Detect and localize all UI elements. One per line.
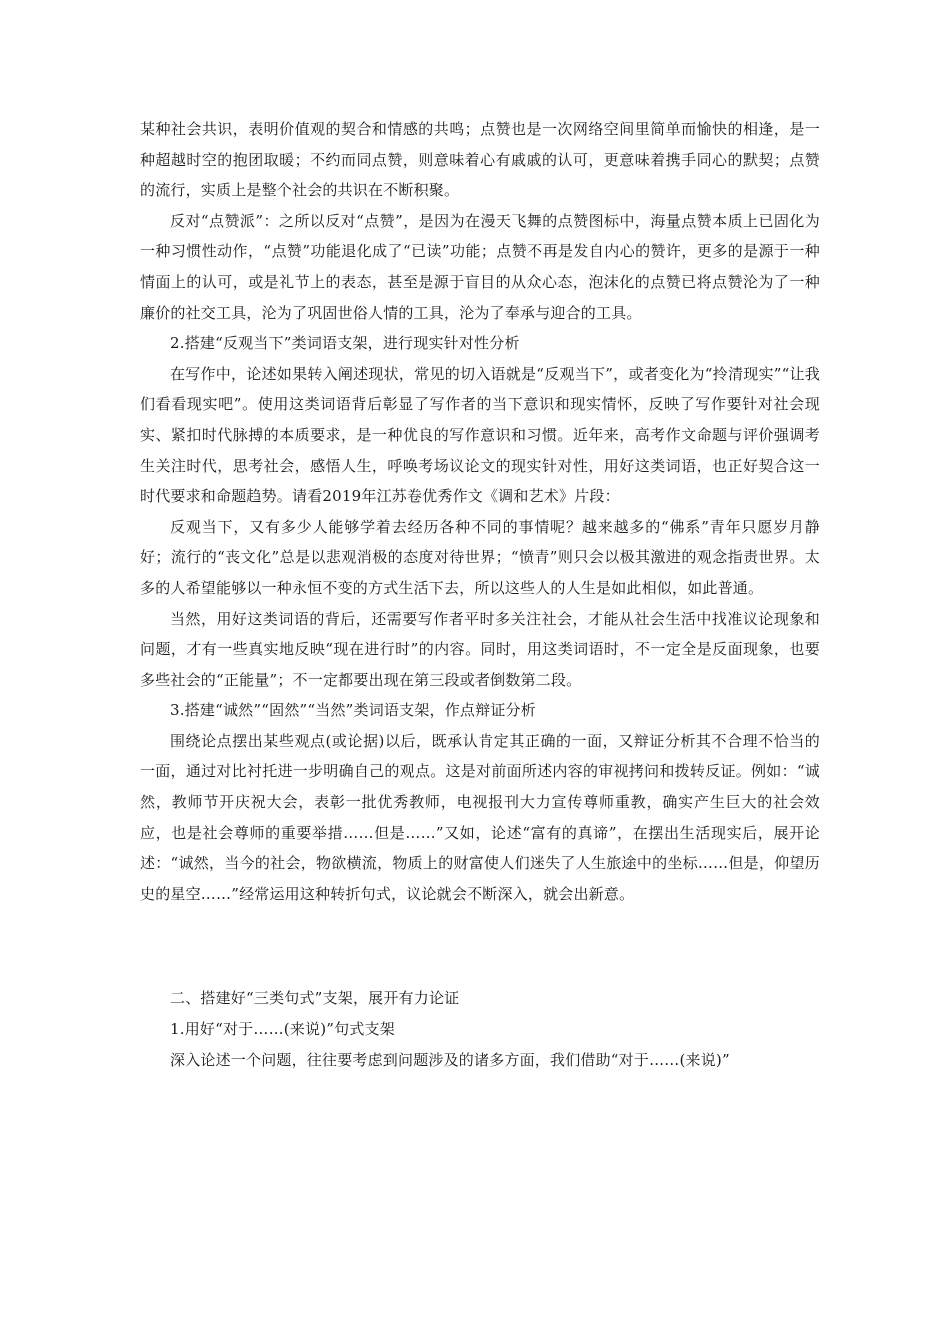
section-heading-three-sentence-patterns: 二、搭建好“三类句式”支架，展开有力论证 (170, 989, 460, 1008)
section-spacer (140, 909, 820, 983)
paragraph-dialectic: 围绕论点摆出某些观点(或论据)以后，既承认肯定其正确的一面，又辩证分析其不合理不恰当的一面，通过对比衬托进一步明确自己的观点。这是对前面所述内容的审视拷问和拨转反证。例如：“诚然，教师节开庆祝大会，表彰一批优秀教师，电视报刊大力宣传尊师重教，确实产生巨大的社会效应，也是社会尊师的重要举措……但是……”又如，论述“富有的真谛”，在摆出生活现实后，展开论述：“诚然，当今的社会，物欲横流，物质上的财富使人们迷失了人生旅途中的坐标……但是，仰望历史的星空……”经常运用这种转折句式，议论就会不断深入，就会出新意。 (140, 731, 820, 903)
paragraph-of-course: 当然，用好这类词语的背后，还需要写作者平时多关注社会，才能从社会生活中找准议论现象和问题，才有一些真实地反映“现在进行时”的内容。同时，用这类词语时，不一定全是反面现象，也要多些社会的“正能量”；不一定都要出现在第三段或者倒数第二段。 (140, 609, 820, 689)
paragraph-consensus-continuation: 某种社会共识，表明价值观的契合和情感的共鸣；点赞也是一次网络空间里简单而愉快的相逢，是一种超越时空的抱团取暖；不约而同点赞，则意味着心有戚戚的认可，更意味着携手同心的默契；点赞的流行，实质上是整个社会的共识在不断积聚。 (140, 120, 820, 200)
subheading-reflect-present: 2.搭建“反观当下”类词语支架，进行现实针对性分析 (170, 334, 520, 353)
subheading-for-pattern: 1.用好“对于……(来说)”句式支架 (170, 1020, 395, 1039)
paragraph-oppose-likes: 反对“点赞派”：之所以反对“点赞”，是因为在漫天飞舞的点赞图标中，海量点赞本质上已固化为一种习惯性动作，“点赞”功能退化成了“已读”功能；点赞不再是发自内心的赞许，更多的是源于一种情面上的认可，或是礼节上的表态，甚至是源于盲目的从众心态，泡沫化的点赞已将点赞沦为了一种廉价的社交工具，沦为了巩固世俗人情的工具，沦为了奉承与迎合的工具。 (140, 211, 820, 322)
paragraph-reflect-present: 在写作中，论述如果转入阐述现状，常见的切入语就是“反观当下”，或者变化为“拎清现实”“让我们看看现实吧”。使用这类词语背后彰显了写作者的当下意识和现实情怀，反映了写作要针对社会现实、紧扣时代脉搏的本质要求，是一种优良的写作意识和习惯。近年来，高考作文命题与评价强调考生关注时代，思考社会，感悟人生，呼唤考场议论文的现实针对性，用好这类词语，也正好契合这一时代要求和命题趋势。请看2019年江苏卷优秀作文《调和艺术》片段： (140, 364, 820, 506)
paragraph-for-pattern: 深入论述一个问题，往往要考虑到问题涉及的诸多方面，我们借助“对于……(来说)” (170, 1050, 730, 1069)
document-page (140, 114, 820, 1075)
subheading-dialectic: 3.搭建“诚然”“固然”“当然”类词语支架，作点辩证分析 (170, 701, 536, 720)
paragraph-example-excerpt: 反观当下，又有多少人能够学着去经历各种不同的事情呢？越来越多的“佛系”青年只愿岁月静好；流行的“丧文化”总是以悲观消极的态度对待世界；“愤青”则只会以极其激进的观念指责世界。太多的人希望能够以一种永恒不变的方式生活下去，所以这些人的人生是如此相似，如此普通。 (140, 517, 820, 597)
